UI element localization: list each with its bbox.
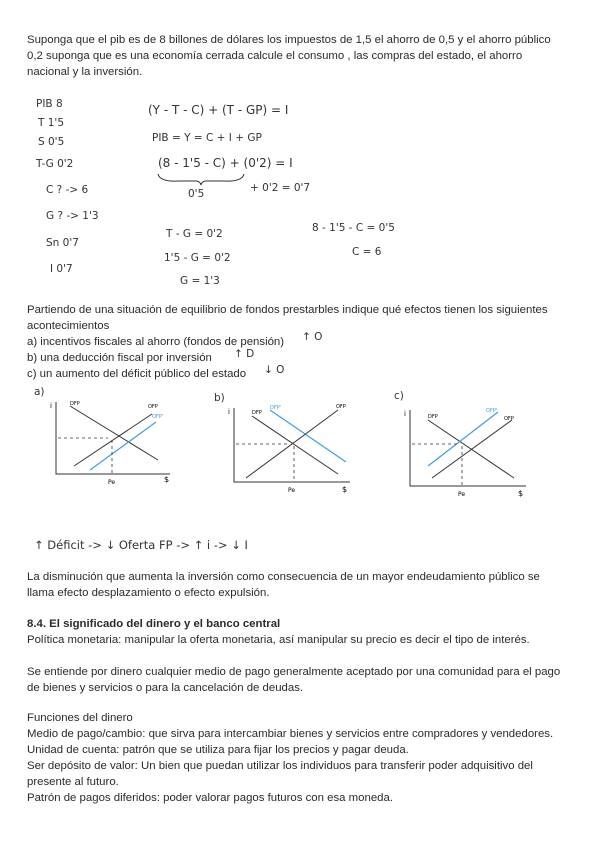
note-a: ↑ O [302, 331, 323, 343]
graph-a-ofp2: OFP' [152, 414, 164, 420]
graph-a-supply [74, 414, 152, 466]
question-a: a) incentivos fiscales al ahorro (fondos de pensión) [27, 336, 285, 348]
graph-a-axes [56, 402, 170, 474]
given-t: T 1'5 [38, 117, 64, 129]
graph-c-demand [428, 420, 514, 478]
equation-c-2: C = 6 [352, 246, 382, 258]
crowding-line-1: La disminución que aumenta la inversión como consecuencia de un mayor endeudamiento público se [27, 571, 540, 583]
graph-b-supply [246, 410, 338, 478]
section-title: 8.4. El significado del dinero y el banco central [27, 618, 281, 630]
section-policy: Política monetaria: manipular la oferta monetaria, así manipular su precio es decir el tipo de interés. [27, 634, 530, 646]
function-3a: Ser depósito de valor: Un bien que puedan utilizar los individuos para transferir poder adquisitivo del [27, 760, 533, 772]
graph-c-y: i [404, 410, 406, 418]
graph-c-x: $ [518, 489, 524, 498]
note-c: ↓ O [264, 364, 285, 376]
given-s: S 0'5 [38, 136, 65, 148]
graph-a-pe: Pe [108, 479, 116, 486]
graph-b-label: b) [214, 392, 225, 404]
money-definition-1: Se entiende por dinero cualquier medio de pago generalmente aceptado por una comunidad para el pago [27, 666, 561, 678]
graph-a-y: i [50, 402, 52, 410]
function-1: Medio de pago/cambio: que sirva para intercambiar bienes y servicios entre compradores y vendedores. [27, 728, 554, 740]
given-pib: PIB 8 [36, 98, 63, 110]
graph-b-x: $ [342, 485, 348, 494]
effects-chain: ↑ Déficit -> ↓ Oferta FP -> ↑ i -> ↓ I [34, 538, 248, 552]
graph-a-ofp: OFP [148, 404, 158, 410]
function-2: Unidad de cuenta: patrón que se utiliza para fijar los precios y pagar deuda. [27, 744, 409, 756]
graph-c-supply-shifted [428, 412, 498, 466]
question-line-1: Partiendo de una situación de equilibrio de fondos prestarbles indique qué efectos tienen los siguientes [27, 304, 548, 316]
given-sn: Sn 0'7 [46, 237, 79, 249]
given-i: I 0'7 [50, 263, 73, 275]
underbrace-icon [156, 172, 246, 186]
graph-a-supply-shifted [90, 422, 156, 470]
graph-a-x: $ [164, 475, 170, 484]
given-tg: T-G 0'2 [36, 158, 74, 170]
graph-c-dfp: DFP [428, 414, 438, 420]
graph-b-dfp: DFP [252, 410, 262, 416]
equation-sprivate: 0'5 [188, 188, 205, 200]
equation-pib: PIB = Y = C + I + GP [152, 132, 262, 144]
graph-b-demand [252, 416, 338, 474]
graph-b-y: i [228, 408, 230, 416]
graph-a-label: a) [34, 386, 45, 398]
equation-substitution: (8 - 1'5 - C) + (0'2) = I [158, 156, 293, 170]
graph-c-supply [432, 420, 512, 478]
given-g: G ? -> 1'3 [46, 210, 99, 222]
graph-c-pe: Pe [458, 491, 466, 498]
equation-savings: (Y - T - C) + (T - GP) = I [148, 103, 289, 117]
graph-c-ofp2: OFP' [486, 408, 498, 414]
graph-b-ofp: OFP [336, 404, 346, 410]
question-b: b) una deducción fiscal por inversión [27, 352, 212, 364]
problem-line-2: 0,2 suponga que es una economía cerrada calcule el consumo , las compras del estado, el ahorro [27, 50, 523, 62]
equation-g-2: 1'5 - G = 0'2 [164, 252, 231, 264]
graph-c-ofp: OFP [504, 416, 514, 422]
graph-b [226, 400, 356, 496]
equation-result: + 0'2 = 0'7 [250, 182, 311, 194]
graph-b-dfp2: DFP' [270, 405, 282, 411]
graph-a-dfp: DFP [70, 401, 80, 407]
graph-a [48, 396, 178, 488]
question-c: c) un aumento del déficit público del estado [27, 368, 247, 380]
graph-c-label: c) [394, 390, 404, 402]
equation-c-1: 8 - 1'5 - C = 0'5 [312, 222, 395, 234]
functions-title: Funciones del dinero [27, 712, 133, 724]
problem-line-1: Suponga que el pib es de 8 billones de dólares los impuestos de 1,5 el ahorro de 0,5 y el ahorro público [27, 34, 551, 46]
problem-line-3: nacional y la inversión. [27, 66, 143, 78]
function-3b: presente al futuro. [27, 776, 119, 788]
note-b: ↑ D [234, 348, 255, 360]
equation-g-3: G = 1'3 [180, 275, 220, 287]
question-line-2: acontecimientos [27, 320, 110, 332]
crowding-line-2: llama efecto desplazamiento o efecto expulsión. [27, 587, 270, 599]
given-c: C ? -> 6 [46, 184, 89, 196]
function-4: Patrón de pagos diferidos: poder valorar pagos futuros con esa moneda. [27, 792, 393, 804]
graph-c [402, 402, 532, 498]
graph-b-pe: Pe [288, 487, 296, 494]
money-definition-2: de bienes y servicios o para la cancelación de deudas. [27, 682, 304, 694]
equation-g-1: T - G = 0'2 [166, 228, 223, 240]
